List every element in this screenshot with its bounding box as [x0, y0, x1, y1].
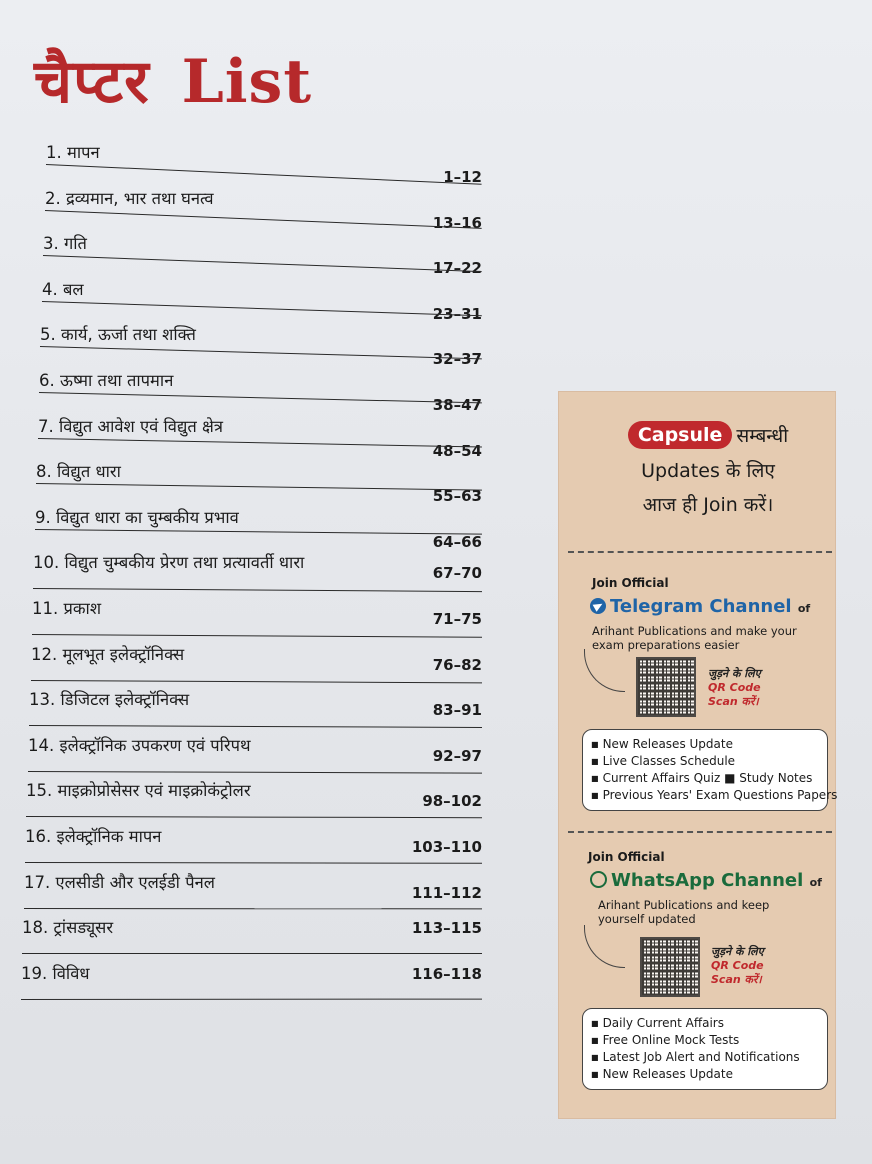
chapter-divider [39, 392, 482, 403]
chapter-pages: 83–91 [432, 701, 482, 720]
telegram-scan-text [708, 667, 761, 709]
chapter-pages: 116–118 [411, 964, 482, 983]
curved-arrow-icon [584, 649, 625, 692]
chapter-pages: 48–54 [432, 441, 482, 460]
chapter-title: 18. ट्रांसड्यूसर [22, 918, 114, 938]
whatsapp-scan-hindi: जुड़ने के लिए [711, 945, 764, 958]
whatsapp-join-label: Join Official [588, 850, 665, 864]
chapter-pages: 64–66 [432, 532, 482, 551]
page-title-latin: List [181, 47, 313, 117]
telegram-qr-code[interactable] [636, 657, 696, 717]
chapter-title: 13. डिजिटल इलेक्ट्रॉनिक्स [29, 690, 190, 710]
chapter-divider [31, 680, 482, 683]
chapter-title: 2. द्रव्यमान, भार तथा घनत्व [45, 188, 214, 208]
chapter-pages: 55–63 [432, 487, 482, 506]
chapter-title: 10. विद्युत चुम्बकीय प्रेरण तथा प्रत्यावर्ती धारा [33, 553, 305, 573]
chapter-row[interactable] [29, 687, 482, 733]
chapter-title: 14. इलेक्ट्रॉनिक उपकरण एवं परिपथ [28, 735, 251, 755]
chapter-title: 9. विद्युत धारा का चुम्बकीय प्रभाव [35, 507, 239, 527]
chapter-pages: 67–70 [432, 564, 482, 583]
chapter-divider [46, 164, 482, 185]
telegram-join-label: Join Official [592, 576, 669, 590]
chapter-pages: 23–31 [432, 304, 482, 323]
chapter-divider [36, 483, 482, 491]
chapter-pages: 98–102 [422, 792, 482, 811]
capsule-hindi: सम्बन्धी [736, 425, 789, 447]
chapter-row[interactable] [36, 459, 482, 505]
telegram-description: Arihant Publications and make your exam preparations easier [592, 624, 797, 652]
chapter-row[interactable] [40, 322, 482, 368]
chapter-row[interactable] [39, 368, 482, 414]
chapter-row[interactable] [33, 550, 482, 596]
chapter-divider [25, 862, 482, 864]
list-item: ■ Latest Job Alert and Notifications [591, 1049, 819, 1066]
list-item: ■ Free Online Mock Tests [591, 1032, 819, 1049]
chapter-pages: 92–97 [432, 746, 482, 765]
capsule-badge: Capsule [628, 421, 733, 449]
whatsapp-scan-label: Scan करें। [711, 973, 762, 986]
chapter-row[interactable] [31, 642, 482, 688]
chapter-divider [40, 346, 482, 359]
whatsapp-description: Arihant Publications and keep yourself updated [598, 898, 770, 926]
chapter-divider [26, 816, 482, 818]
chapter-title: 17. एलसीडी और एलईडी पैनल [24, 872, 215, 892]
telegram-scan-label: Scan करें। [708, 695, 759, 708]
chapter-row[interactable] [28, 733, 482, 779]
chapter-row[interactable] [35, 505, 482, 551]
chapter-divider [22, 953, 482, 954]
chapter-title: 19. विविध [21, 963, 90, 983]
telegram-of: of [797, 602, 811, 615]
whatsapp-channel-link[interactable] [590, 870, 822, 891]
chapter-divider [43, 255, 482, 272]
chapter-pages: 13–16 [432, 213, 482, 232]
list-item: ■ Current Affairs Quiz ■ Study Notes [591, 770, 819, 787]
chapter-title: 4. बल [42, 279, 84, 299]
chapter-row[interactable] [42, 277, 482, 323]
whatsapp-qr-code[interactable] [640, 937, 700, 997]
chapter-row[interactable] [24, 870, 482, 916]
chapter-divider [32, 634, 482, 638]
telegram-benefits-box [582, 729, 838, 811]
chapter-row[interactable] [43, 231, 482, 277]
chapter-row[interactable] [45, 186, 482, 232]
chapter-divider [42, 301, 482, 316]
list-item: ■ New Releases Update [591, 1066, 819, 1083]
chapter-pages: 113–115 [411, 919, 482, 938]
list-item: ■ Previous Years' Exam Questions Papers [591, 787, 819, 804]
telegram-channel-link[interactable] [590, 596, 810, 617]
chapter-pages: 1–12 [443, 168, 482, 186]
telegram-scan-qr: QR Code [708, 681, 761, 694]
promo-panel [558, 391, 836, 1119]
whatsapp-icon [590, 871, 607, 888]
chapter-row[interactable] [38, 414, 482, 460]
chapter-title: 5. कार्य, ऊर्जा तथा शक्ति [40, 325, 196, 345]
chapter-row[interactable] [25, 824, 482, 870]
chapter-row[interactable] [32, 596, 482, 642]
list-item: ■ Live Classes Schedule [591, 753, 819, 770]
telegram-channel-name: Telegram Channel [610, 596, 792, 617]
chapter-row[interactable] [26, 778, 482, 824]
chapter-row[interactable] [21, 961, 482, 1007]
chapter-divider [24, 908, 482, 909]
chapter-pages: 71–75 [432, 610, 482, 628]
whatsapp-scan-qr: QR Code [711, 959, 764, 972]
chapter-title: 12. मूलभूत इलेक्ट्रॉनिक्स [31, 644, 185, 664]
chapter-divider [38, 438, 482, 448]
chapter-title: 6. ऊष्मा तथा तापमान [39, 371, 174, 390]
chapter-title: 15. माइक्रोप्रोसेसर एवं माइक्रोकंट्रोलर [26, 781, 251, 801]
chapter-divider [33, 588, 482, 592]
chapter-title: 11. प्रकाश [32, 599, 102, 618]
chapter-pages: 38–47 [432, 396, 482, 414]
chapter-pages: 17–22 [432, 259, 482, 278]
capsule-line-2: Updates के लिए [641, 460, 775, 482]
chapter-row[interactable] [22, 915, 482, 961]
capsule-heading [598, 421, 818, 517]
chapter-pages: 111–112 [411, 883, 482, 902]
whatsapp-channel-name: WhatsApp Channel [611, 870, 804, 891]
chapter-title: 8. विद्युत धारा [36, 462, 121, 482]
whatsapp-of: of [809, 876, 822, 889]
chapter-title: 7. विद्युत आवेश एवं विद्युत क्षेत्र [38, 416, 223, 436]
chapter-pages: 76–82 [432, 655, 482, 674]
telegram-scan-hindi: जुड़ने के लिए [708, 667, 761, 680]
chapter-title: 3. गति [43, 234, 87, 254]
curved-arrow-icon [584, 925, 625, 968]
whatsapp-scan-text [711, 945, 764, 987]
chapter-divider [29, 725, 482, 728]
chapter-row[interactable] [46, 140, 482, 186]
list-item: ■ New Releases Update [591, 736, 819, 753]
whatsapp-benefits-box [582, 1008, 828, 1090]
chapter-pages: 32–37 [432, 350, 482, 369]
chapter-pages: 103–110 [411, 838, 482, 856]
list-item: ■ Daily Current Affairs [591, 1015, 819, 1032]
divider [568, 551, 832, 553]
chapter-divider [45, 210, 482, 229]
chapter-divider [21, 998, 482, 999]
capsule-line-3: आज ही Join करें। [642, 494, 774, 516]
chapter-title: 16. इलेक्ट्रॉनिक मापन [25, 827, 162, 846]
chapter-title: 1. मापन [46, 143, 100, 162]
chapter-divider [28, 771, 482, 774]
divider [568, 831, 832, 833]
page-title-hindi: चैप्टर [34, 47, 150, 117]
chapter-divider [35, 529, 482, 535]
telegram-icon [590, 598, 606, 614]
